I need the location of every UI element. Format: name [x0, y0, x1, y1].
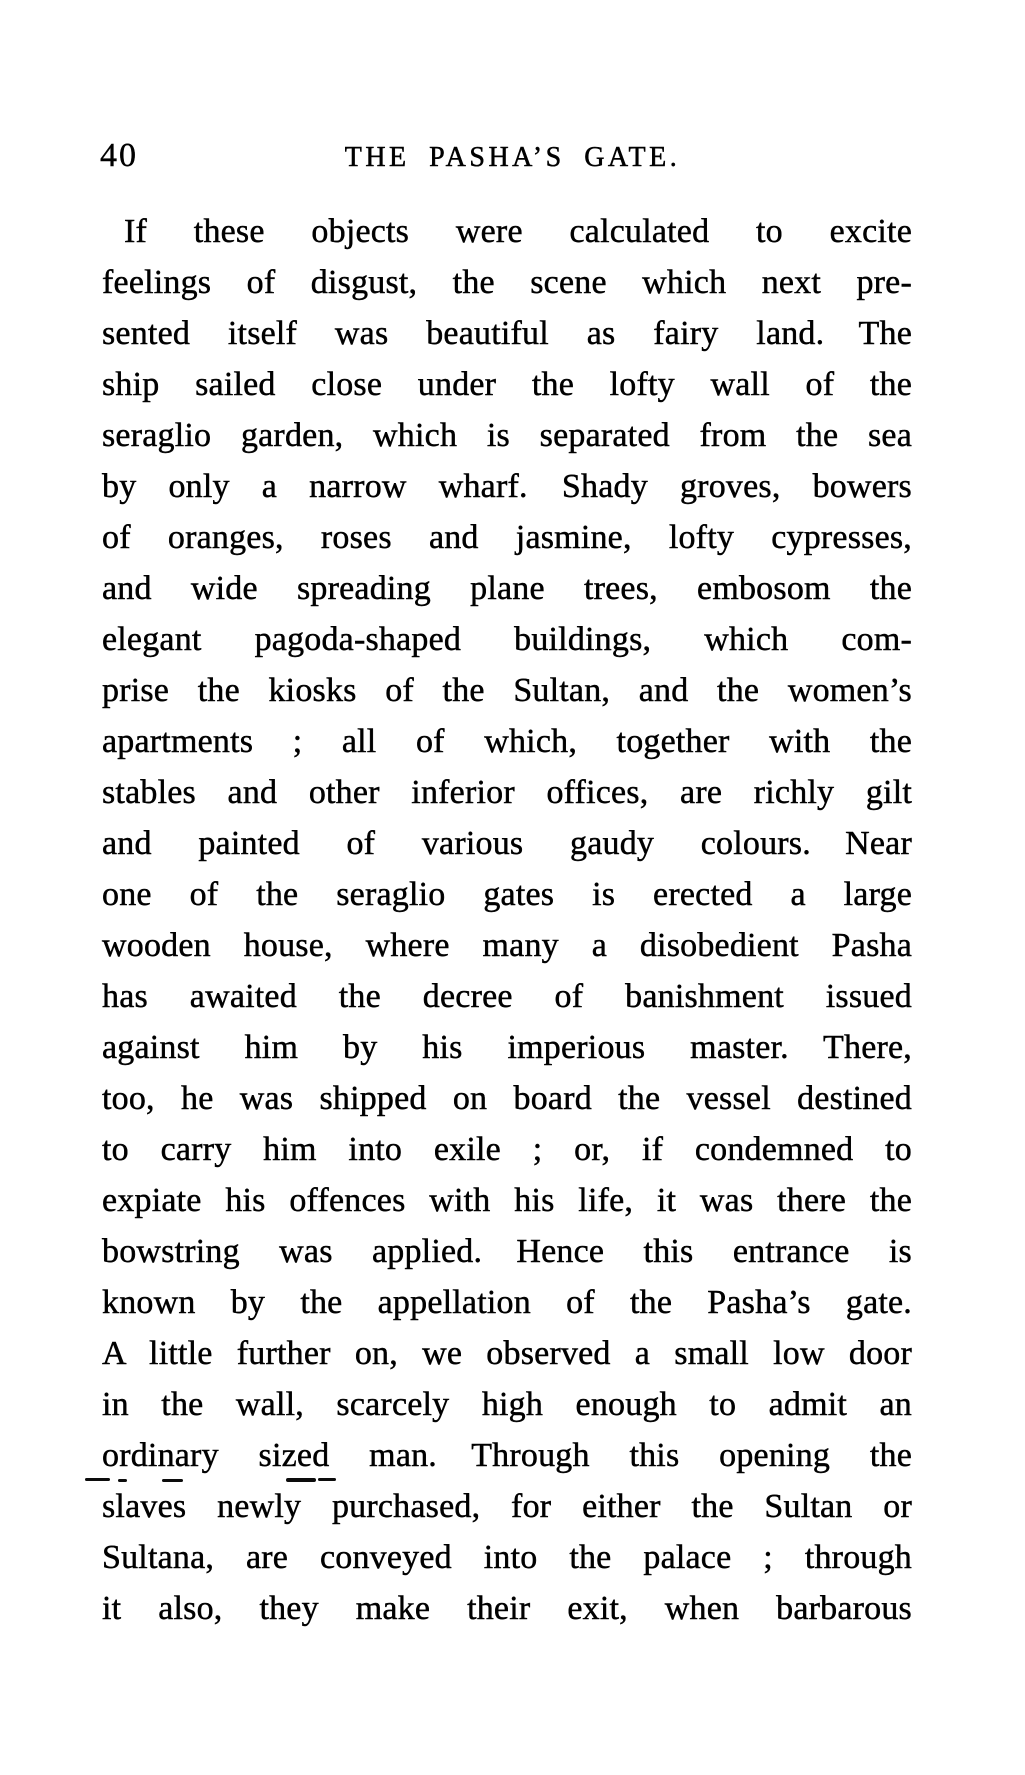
text-line: against him by his imperious master. There,: [102, 1029, 912, 1066]
text-line: sented itself was beautiful as fairy land. The: [102, 315, 912, 352]
scan-artifact-dash: [286, 1478, 316, 1482]
scan-artifact-dash: [85, 1478, 110, 1481]
page-body-text: [102, 206, 912, 1634]
text-line: expiate his offences with his life, it was there the: [102, 1182, 912, 1219]
text-line: too, he was shipped on board the vessel destined: [102, 1080, 912, 1117]
text-line: stables and other inferior offices, are richly gilt: [102, 774, 912, 811]
text-line: has awaited the decree of banishment issued: [102, 978, 912, 1015]
text-line: known by the appellation of the Pasha’s gate.: [102, 1284, 912, 1321]
text-line: Sultana, are conveyed into the palace ; through: [102, 1539, 912, 1576]
text-line: elegant pagoda-shaped buildings, which com-: [102, 621, 912, 658]
text-line: ordinary sized man. Through this opening the: [102, 1437, 912, 1474]
text-line: bowstring was applied. Hence this entrance is: [102, 1233, 912, 1270]
text-line: feelings of disgust, the scene which next pre-: [102, 264, 912, 301]
scan-artifact-dash: [162, 1479, 183, 1482]
text-line: wooden house, where many a disobedient Pasha: [102, 927, 912, 964]
text-line: ship sailed close under the lofty wall of the: [102, 366, 912, 403]
text-line: apartments ; all of which, together with the: [102, 723, 912, 760]
text-line: and painted of various gaudy colours. Near: [102, 825, 912, 862]
scan-artifact-dash: [118, 1479, 127, 1482]
running-header-title: THE PASHA’S GATE.: [344, 142, 681, 173]
text-line: If these objects were calculated to excite: [124, 213, 912, 250]
text-line: and wide spreading plane trees, embosom the: [102, 570, 912, 607]
scan-artifact-dash: [318, 1478, 336, 1481]
text-line: in the wall, scarcely high enough to admit an: [102, 1386, 912, 1423]
text-line: of oranges, roses and jasmine, lofty cypresses,: [102, 519, 912, 556]
text-line: slaves newly purchased, for either the Sultan or: [102, 1488, 912, 1525]
page-number: 40: [100, 137, 138, 174]
text-line: prise the kiosks of the Sultan, and the women’s: [102, 672, 912, 709]
text-line: A little further on, we observed a small low door: [102, 1335, 912, 1372]
text-line: seraglio garden, which is separated from the sea: [102, 417, 912, 454]
text-line: by only a narrow wharf. Shady groves, bowers: [102, 468, 912, 505]
text-line: it also, they make their exit, when barbarous: [102, 1590, 912, 1627]
text-line: one of the seraglio gates is erected a large: [102, 876, 912, 913]
text-line: to carry him into exile ; or, if condemned to: [102, 1131, 912, 1168]
